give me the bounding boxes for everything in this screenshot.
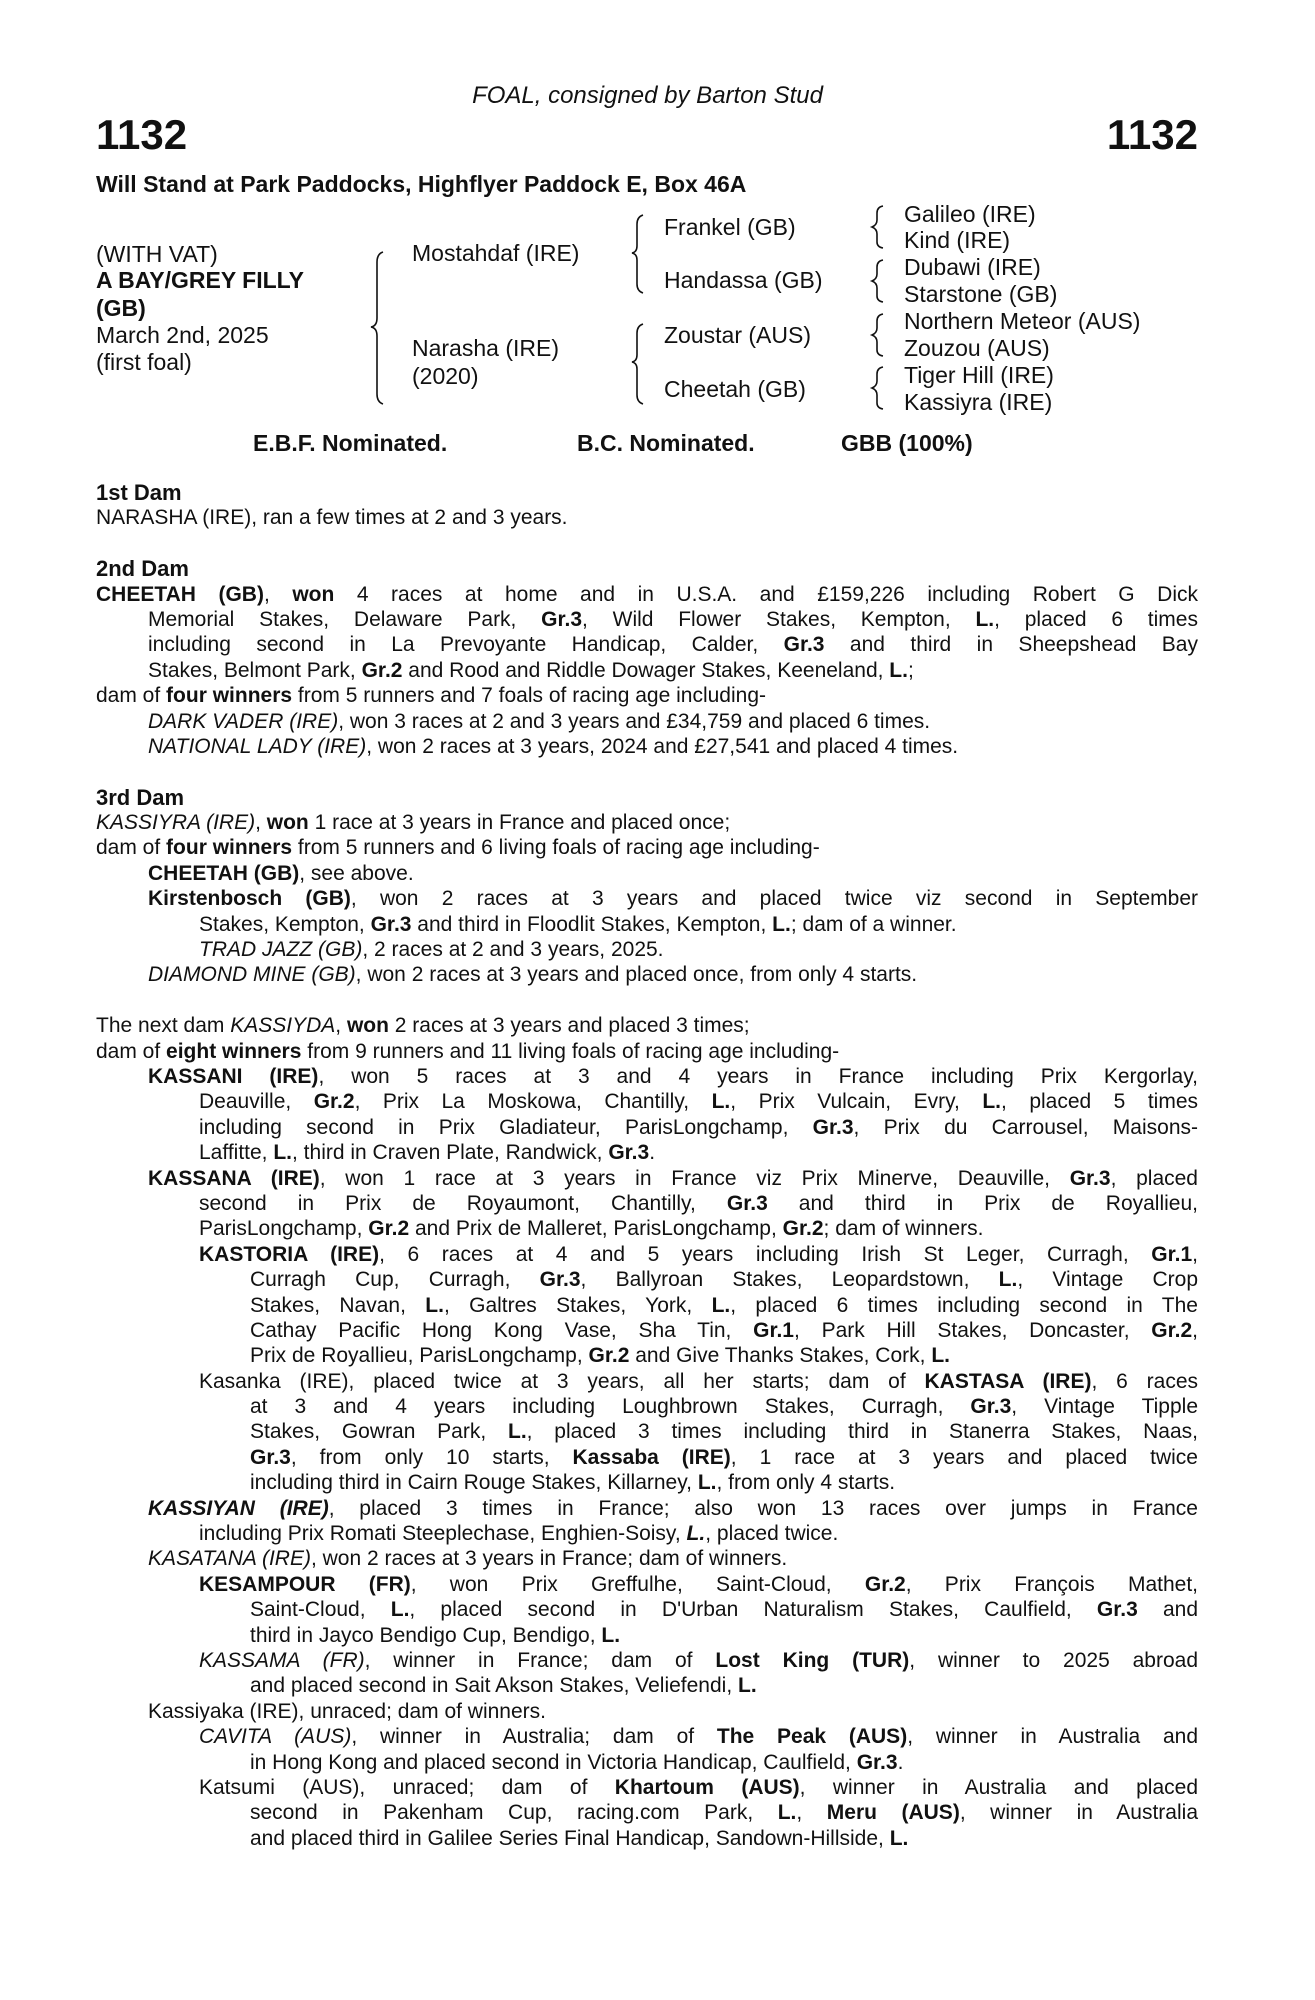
text: and placed second in Sait Akson Stakes, Veliefendi, <box>250 1674 738 1698</box>
text: from 5 runners and 6 living foals of racing age including- <box>292 836 820 860</box>
text: ; dam of a winner. <box>790 912 957 936</box>
dam-sire: Zoustar (AUS) <box>664 322 811 348</box>
foaling-date: March 2nd, 2025 <box>96 322 269 348</box>
record-line <box>199 1775 1198 1800</box>
bold-text: KASTORIA (IRE) <box>199 1242 380 1266</box>
record-line <box>250 1293 1198 1318</box>
bold-text: Gr.3 <box>812 1115 854 1139</box>
brace-gen3 <box>872 314 883 356</box>
record-line <box>199 1115 1198 1140</box>
text: Saint-Cloud, <box>250 1598 391 1622</box>
italic-text: DIAMOND MINE (GB) <box>148 963 356 987</box>
text: . <box>649 1141 656 1165</box>
text: , won 3 races at 2 and 3 years and £34,759 and placed 6 times. <box>338 709 931 733</box>
record-line <box>250 1267 1198 1292</box>
bold-text: Gr.2 <box>864 1572 906 1596</box>
text: , <box>335 1014 347 1038</box>
bold-text: KASSANI (IRE) <box>148 1064 319 1088</box>
sire-dam: Handassa (GB) <box>664 267 823 293</box>
text: dam of <box>96 684 167 708</box>
bold-text: Kirstenbosch (GB) <box>148 887 351 911</box>
ancestor: Tiger Hill (IRE) <box>904 362 1054 388</box>
italic-text: KASSIYRA (IRE) <box>96 811 256 835</box>
bold-text: Gr.3 <box>1096 1598 1138 1622</box>
bold-text: L. <box>686 1522 706 1546</box>
italic-text: KASSIYDA <box>230 1014 336 1038</box>
text: , winner to 2025 abroad <box>909 1648 1199 1672</box>
record-line <box>250 1750 1198 1775</box>
text: , placed second in D'Urban Naturalism Stakes, Caulfield, <box>409 1598 1097 1622</box>
text: , Prix Vulcain, Evry, <box>730 1090 983 1114</box>
text: and <box>1137 1598 1199 1622</box>
record-line <box>250 1673 1198 1698</box>
heading-text: 2nd Dam <box>96 556 189 582</box>
text: , 2 races at 2 and 3 years, 2025. <box>362 938 664 962</box>
bold-text: CHEETAH (GB) <box>148 861 300 885</box>
text: 2 races at 3 years and placed 3 times; <box>388 1014 750 1038</box>
sire-sire: Frankel (GB) <box>664 214 796 240</box>
dam-dam: Cheetah (GB) <box>664 376 806 402</box>
record-line <box>96 1013 1198 1038</box>
ancestor: Kind (IRE) <box>904 227 1011 253</box>
bold-text: Gr.2 <box>368 1217 410 1241</box>
text: Kasanka (IRE), placed twice at 3 years, all her starts; dam of <box>199 1369 925 1393</box>
text: , won 2 races at 3 years and placed twice viz second in September <box>350 887 1198 911</box>
ancestor: Dubawi (IRE) <box>904 254 1041 280</box>
text: The next dam <box>96 1014 231 1038</box>
heading-text: 3rd Dam <box>96 784 185 810</box>
text: , Prix La Moskowa, Chantilly, <box>354 1090 712 1114</box>
text: Stakes, Kempton, <box>199 912 371 936</box>
lot-number-left: 1132 <box>96 111 188 158</box>
record-line <box>199 1191 1198 1216</box>
bold-text: Gr.3 <box>783 633 825 657</box>
bold-text: won <box>346 1014 389 1038</box>
record-line <box>148 886 1198 911</box>
foal-note: (first foal) <box>96 349 192 375</box>
bold-text: L. <box>425 1293 444 1317</box>
text: and placed third in Galilee Series Final Handicap, Sandown-Hillside, <box>250 1826 890 1850</box>
record-line <box>148 861 1198 886</box>
text: , won 1 race at 3 years in France viz Prix Minerve, Deauville, <box>319 1166 1070 1190</box>
bold-text: Gr.2 <box>782 1217 824 1241</box>
consignor-line: FOAL, consigned by Barton Stud <box>472 82 823 109</box>
bold-text: Gr.1 <box>753 1318 794 1342</box>
text: , winner in Australia <box>959 1801 1198 1825</box>
bold-text: Khartoum (AUS) <box>614 1775 800 1799</box>
record-line <box>148 709 1198 734</box>
text: , <box>1192 1318 1198 1342</box>
text: at 3 and 4 years including Loughbrown Stakes, Curragh, <box>250 1395 971 1419</box>
text: , winner in France; dam of <box>364 1648 716 1672</box>
text: , placed 6 times <box>994 607 1198 631</box>
bold-text: KASSIYAN (IRE) <box>148 1496 329 1520</box>
bold-text: Kassaba (IRE) <box>572 1445 731 1469</box>
bold-text: four winners <box>166 836 293 860</box>
record-line <box>250 1800 1198 1825</box>
text: Stakes, Belmont Park, <box>148 658 362 682</box>
record-line <box>148 734 1198 759</box>
record-line <box>199 1521 1198 1546</box>
text: dam of <box>96 836 167 860</box>
record-line <box>96 582 1198 607</box>
text: , <box>796 1801 827 1825</box>
text: , winner in Australia and placed <box>799 1775 1198 1799</box>
bold-text: L. <box>390 1598 410 1622</box>
bold-text: L. <box>697 1471 717 1495</box>
text: . <box>897 1750 904 1774</box>
bold-text: Meru (AUS) <box>826 1801 960 1825</box>
text: Curragh Cup, Curragh, <box>250 1268 540 1292</box>
dam-year: (2020) <box>412 363 479 389</box>
record-line <box>250 1445 1198 1470</box>
brace-gen3 <box>872 260 883 302</box>
ancestor: Galileo (IRE) <box>904 201 1036 227</box>
text: from 9 runners and 11 living foals of racing age including- <box>301 1039 840 1063</box>
text: second in Prix de Royaumont, Chantilly, <box>199 1191 727 1215</box>
text: , see above. <box>299 861 414 885</box>
bold-text: Gr.3 <box>370 912 412 936</box>
record-line <box>148 632 1198 657</box>
record-line <box>199 1572 1198 1597</box>
spacer <box>96 759 1198 784</box>
bold-text: L. <box>889 1826 909 1850</box>
sire: Mostahdaf (IRE) <box>412 240 580 266</box>
ancestor: Zouzou (AUS) <box>904 335 1050 361</box>
section-heading <box>96 785 1198 810</box>
text: , won 5 races at 3 and 4 years in France including Prix Kergorlay, <box>318 1064 1198 1088</box>
brace-gen2-dam <box>632 324 643 404</box>
bold-text: Gr.2 <box>588 1344 630 1368</box>
spacer <box>96 531 1198 556</box>
text: , Galtres Stakes, York, <box>443 1293 712 1317</box>
text: , from only 4 starts. <box>716 1471 896 1495</box>
text: , won Prix Greffulhe, Saint-Cloud, <box>410 1572 865 1596</box>
record-line <box>148 658 1198 683</box>
bold-text: KESAMPOUR (FR) <box>199 1572 411 1596</box>
record-line <box>199 1089 1198 1114</box>
section-heading <box>96 480 1198 505</box>
text: , third in Craven Plate, Randwick, <box>292 1141 609 1165</box>
text: , 6 races <box>1091 1369 1199 1393</box>
heading-text: 1st Dam <box>96 480 182 505</box>
bold-text: L. <box>931 1344 950 1368</box>
record-line <box>96 1039 1198 1064</box>
bold-text: Gr.3 <box>250 1445 291 1469</box>
bold-text: Gr.3 <box>1069 1166 1111 1190</box>
record-line <box>96 810 1198 835</box>
text: , 6 races at 4 and 5 years including Irish St Leger, Curragh, <box>379 1242 1152 1266</box>
record-line <box>250 1419 1198 1444</box>
text: and Prix de Malleret, ParisLongchamp, <box>409 1217 783 1241</box>
text: Prix de Royallieu, ParisLongchamp, <box>250 1344 589 1368</box>
bold-text: Gr.3 <box>608 1141 650 1165</box>
text: Katsumi (AUS), unraced; dam of <box>199 1775 615 1799</box>
record-line <box>199 1724 1198 1749</box>
text: Laffitte, <box>199 1141 274 1165</box>
record-line <box>199 1216 1198 1241</box>
record-line <box>250 1343 1198 1368</box>
text: Kassiyaka (IRE), unraced; dam of winners. <box>148 1699 546 1723</box>
record-line <box>250 1394 1198 1419</box>
text: , winner in Australia and <box>907 1725 1198 1749</box>
record-line <box>148 1496 1198 1521</box>
brace-gen3 <box>872 367 883 409</box>
bold-text: Gr.3 <box>726 1191 768 1215</box>
record-line <box>250 1318 1198 1343</box>
text: , winner in Australia; dam of <box>351 1725 717 1749</box>
text: and third in Prix de Royallieu, <box>767 1191 1198 1215</box>
text: , won 2 races at 3 years in France; dam of winners. <box>310 1547 788 1571</box>
record-line <box>148 962 1198 987</box>
vat-note: (WITH VAT) <box>96 241 218 267</box>
bc-nomination: B.C. Nominated. <box>577 430 755 456</box>
bold-text: won <box>292 582 335 606</box>
record-line <box>199 1369 1198 1394</box>
record-line <box>148 1699 1198 1724</box>
record-line <box>96 505 1198 530</box>
text: , placed twice. <box>705 1522 839 1546</box>
record-line <box>96 683 1198 708</box>
bold-text: Gr.3 <box>856 1750 898 1774</box>
bold-text: L. <box>711 1293 731 1317</box>
produce-record <box>0 480 1315 1851</box>
record-line <box>250 1470 1198 1495</box>
text: dam of <box>96 1039 167 1063</box>
bold-text: L. <box>508 1420 527 1444</box>
text: from 5 runners and 7 foals of racing age including- <box>292 684 766 708</box>
italic-text: KASSAMA (FR) <box>199 1648 365 1672</box>
record-line <box>148 1064 1198 1089</box>
italic-text: NATIONAL LADY (IRE) <box>148 734 367 758</box>
stabling-location: Will Stand at Park Paddocks, Highflyer Paddock E, Box 46A <box>96 171 747 197</box>
italic-text: CAVITA (AUS) <box>199 1725 352 1749</box>
bold-text: Gr.2 <box>361 658 403 682</box>
record-line <box>199 1242 1198 1267</box>
bold-text: Gr.2 <box>313 1090 355 1114</box>
foal-description: A BAY/GREY FILLY <box>96 267 304 293</box>
text: , Prix du Carrousel, Maisons- <box>853 1115 1198 1139</box>
text: , won 2 races at 3 years and placed once, from only 4 starts. <box>355 963 918 987</box>
ebf-nomination: E.B.F. Nominated. <box>253 430 448 456</box>
record-line <box>96 835 1198 860</box>
brace-gen2-sire <box>632 215 643 293</box>
text: , <box>255 811 267 835</box>
bold-text: L. <box>982 1090 1002 1114</box>
text: , placed 3 times in France; also won 13 races over jumps in France <box>328 1496 1198 1520</box>
text: , Park Hill Stakes, Doncaster, <box>794 1318 1152 1342</box>
brace-gen1 <box>371 252 383 404</box>
bold-text: four winners <box>166 684 293 708</box>
text: ; dam of winners. <box>823 1217 984 1241</box>
text: and Rood and Riddle Dowager Stakes, Keeneland, <box>402 658 890 682</box>
text: and third in Sheepshead Bay <box>824 633 1198 657</box>
italic-text: KASATANA (IRE) <box>148 1547 311 1571</box>
text: Stakes, Gowran Park, <box>250 1420 508 1444</box>
record-line <box>250 1826 1198 1851</box>
bold-text: Gr.3 <box>541 607 583 631</box>
text: , from only 10 starts, <box>290 1445 573 1469</box>
text: ; <box>907 658 914 682</box>
italic-text: TRAD JAZZ (GB) <box>199 938 363 962</box>
text: second in Pakenham Cup, racing.com Park, <box>250 1801 778 1825</box>
italic-text: DARK VADER (IRE) <box>148 709 339 733</box>
text: , <box>1192 1242 1198 1266</box>
text: ParisLongchamp, <box>199 1217 369 1241</box>
record-line <box>199 1140 1198 1165</box>
bold-text: Gr.2 <box>1151 1318 1193 1342</box>
text: NARASHA (IRE), ran a few times at 2 and 3 years. <box>96 506 568 530</box>
record-line <box>148 1546 1198 1571</box>
record-line <box>199 1648 1198 1673</box>
text: , Vintage Tipple <box>1011 1395 1198 1419</box>
bold-text: KASTASA (IRE) <box>924 1369 1092 1393</box>
text: including second in Prix Gladiateur, ParisLongchamp, <box>199 1115 813 1139</box>
text: Deauville, <box>199 1090 314 1114</box>
bold-text: The Peak (AUS) <box>716 1725 908 1749</box>
lot-number-right: 1132 <box>1106 111 1198 158</box>
text: , <box>263 582 293 606</box>
ancestor: Northern Meteor (AUS) <box>904 308 1141 334</box>
bold-text: L. <box>889 658 908 682</box>
ancestor: Kassiyra (IRE) <box>904 389 1053 415</box>
text: , Wild Flower Stakes, Kempton, <box>582 607 976 631</box>
text: and third in Floodlit Stakes, Kempton, <box>411 912 773 936</box>
spacer <box>96 988 1198 1013</box>
record-line <box>148 1166 1198 1191</box>
bold-text: eight winners <box>166 1039 302 1063</box>
bold-text: L. <box>738 1674 757 1698</box>
text: Cathay Pacific Hong Kong Vase, Sha Tin, <box>250 1318 754 1342</box>
brace-gen3 <box>872 206 883 248</box>
bold-text: Gr.1 <box>1151 1242 1193 1266</box>
text: , placed <box>1110 1166 1198 1190</box>
text: in Hong Kong and placed second in Victoria Handicap, Caulfield, <box>250 1750 857 1774</box>
bold-text: Gr.3 <box>970 1395 1012 1419</box>
bold-text: L. <box>601 1623 621 1647</box>
record-line <box>250 1597 1198 1622</box>
gbb-status: GBB (100%) <box>841 430 973 456</box>
dam: Narasha (IRE) <box>412 335 559 361</box>
text: including Prix Romati Steeplechase, Enghien-Soisy, <box>199 1522 687 1546</box>
foal-country: (GB) <box>96 295 146 321</box>
bold-text: Lost King (TUR) <box>715 1648 910 1672</box>
bold-text: L. <box>711 1090 731 1114</box>
ancestor: Starstone (GB) <box>904 281 1058 307</box>
bold-text: KASSANA (IRE) <box>148 1166 320 1190</box>
text: , Ballyroan Stakes, Leopardstown, <box>580 1268 999 1292</box>
text: 4 races at home and in U.S.A. and £159,226 including Robert G Dick <box>334 582 1198 606</box>
section-heading <box>96 556 1198 581</box>
record-line <box>148 607 1198 632</box>
text: , Vintage Crop <box>1017 1268 1199 1292</box>
text: third in Jayco Bendigo Cup, Bendigo, <box>250 1623 602 1647</box>
text: , won 2 races at 3 years, 2024 and £27,541 and placed 4 times. <box>366 734 959 758</box>
text: including third in Cairn Rouge Stakes, Killarney, <box>250 1471 698 1495</box>
bold-text: Gr.3 <box>539 1268 581 1292</box>
bold-text: L. <box>998 1268 1018 1292</box>
text: , placed 5 times <box>1001 1090 1198 1114</box>
bold-text: L. <box>975 607 995 631</box>
text: and Give Thanks Stakes, Cork, <box>629 1344 932 1368</box>
text: Stakes, Navan, <box>250 1293 426 1317</box>
pedigree-braces <box>0 0 1315 480</box>
text: Memorial Stakes, Delaware Park, <box>148 607 542 631</box>
bold-text: won <box>266 811 309 835</box>
text: , 1 race at 3 years and placed twice <box>730 1445 1198 1469</box>
bold-text: CHEETAH (GB) <box>96 582 264 606</box>
bold-text: L. <box>772 912 791 936</box>
text: , placed 3 times including third in Stanerra Stakes, Naas, <box>526 1420 1198 1444</box>
text: 1 race at 3 years in France and placed once; <box>308 811 731 835</box>
bold-text: L. <box>777 1801 797 1825</box>
record-line <box>199 937 1198 962</box>
record-line <box>250 1623 1198 1648</box>
text: including second in La Prevoyante Handicap, Calder, <box>148 633 784 657</box>
text: , placed 6 times including second in The <box>730 1293 1198 1317</box>
bold-text: L. <box>273 1141 293 1165</box>
text: , Prix François Mathet, <box>905 1572 1199 1596</box>
record-line <box>199 912 1198 937</box>
